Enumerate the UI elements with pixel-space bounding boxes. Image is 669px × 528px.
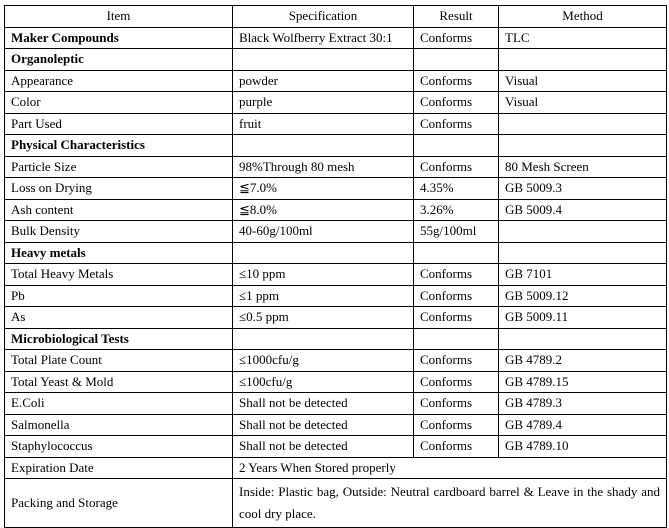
packing-row bbox=[5, 479, 667, 528]
method-cell bbox=[499, 49, 667, 71]
method-cell: TLC bbox=[499, 27, 667, 49]
section-row bbox=[5, 49, 667, 71]
specification-cell: ≦8.0% bbox=[233, 199, 414, 221]
header-item: Item bbox=[5, 6, 233, 28]
item-cell: Loss on Drying bbox=[5, 178, 233, 200]
specification-cell: Shall not be detected bbox=[233, 393, 414, 415]
table-row bbox=[5, 436, 667, 458]
section-title: Physical Characteristics bbox=[5, 135, 233, 157]
specification-cell bbox=[233, 49, 414, 71]
table-row bbox=[5, 264, 667, 286]
specification-cell bbox=[233, 242, 414, 264]
specification-cell: Black Wolfberry Extract 30:1 bbox=[233, 27, 414, 49]
result-cell: Conforms bbox=[414, 371, 499, 393]
result-cell: 55g/100ml bbox=[414, 221, 499, 243]
method-cell: GB 5009.12 bbox=[499, 285, 667, 307]
method-cell: GB 5009.11 bbox=[499, 307, 667, 329]
specification-cell: ≤10 ppm bbox=[233, 264, 414, 286]
result-cell: Conforms bbox=[414, 156, 499, 178]
method-cell: GB 4789.4 bbox=[499, 414, 667, 436]
result-cell bbox=[414, 49, 499, 71]
method-cell: 80 Mesh Screen bbox=[499, 156, 667, 178]
method-cell: Visual bbox=[499, 92, 667, 114]
specification-cell: fruit bbox=[233, 113, 414, 135]
table-row bbox=[5, 414, 667, 436]
result-cell: Conforms bbox=[414, 27, 499, 49]
specification-cell: ≤0.5 ppm bbox=[233, 307, 414, 329]
section-row bbox=[5, 242, 667, 264]
item-cell: Total Yeast & Mold bbox=[5, 371, 233, 393]
item-cell: Maker Compounds bbox=[5, 27, 233, 49]
result-cell: 4.35% bbox=[414, 178, 499, 200]
item-cell: Total Plate Count bbox=[5, 350, 233, 372]
result-cell: Conforms bbox=[414, 436, 499, 458]
section-title: Microbiological Tests bbox=[5, 328, 233, 350]
table-row bbox=[5, 307, 667, 329]
specification-cell: 40-60g/100ml bbox=[233, 221, 414, 243]
result-cell bbox=[414, 242, 499, 264]
table-row bbox=[5, 393, 667, 415]
specification-cell: 98%Through 80 mesh bbox=[233, 156, 414, 178]
item-cell: E.Coli bbox=[5, 393, 233, 415]
header-specification: Specification bbox=[233, 6, 414, 28]
expiration-row bbox=[5, 457, 667, 479]
section-row bbox=[5, 328, 667, 350]
table-row bbox=[5, 27, 667, 49]
item-cell: Salmonella bbox=[5, 414, 233, 436]
packing-value: Inside: Plastic bag, Outside: Neutral cardboard barrel & Leave in the shady and cool dry place. bbox=[233, 479, 667, 528]
section-row bbox=[5, 135, 667, 157]
result-cell: Conforms bbox=[414, 307, 499, 329]
table-row bbox=[5, 350, 667, 372]
specification-table bbox=[4, 5, 667, 528]
table-row bbox=[5, 371, 667, 393]
method-cell: GB 4789.3 bbox=[499, 393, 667, 415]
specification-cell bbox=[233, 328, 414, 350]
header-result: Result bbox=[414, 6, 499, 28]
method-cell bbox=[499, 221, 667, 243]
item-cell: As bbox=[5, 307, 233, 329]
item-cell: Appearance bbox=[5, 70, 233, 92]
result-cell: Conforms bbox=[414, 264, 499, 286]
specification-cell: purple bbox=[233, 92, 414, 114]
table-header-row bbox=[5, 6, 667, 28]
method-cell: Visual bbox=[499, 70, 667, 92]
method-cell bbox=[499, 328, 667, 350]
method-cell bbox=[499, 242, 667, 264]
specification-cell: ≦7.0% bbox=[233, 178, 414, 200]
item-cell: Part Used bbox=[5, 113, 233, 135]
table-row bbox=[5, 92, 667, 114]
item-cell: Bulk Density bbox=[5, 221, 233, 243]
section-title: Organoleptic bbox=[5, 49, 233, 71]
section-title: Heavy metals bbox=[5, 242, 233, 264]
specification-cell: ≤1000cfu/g bbox=[233, 350, 414, 372]
result-cell bbox=[414, 135, 499, 157]
method-cell bbox=[499, 113, 667, 135]
item-cell: Color bbox=[5, 92, 233, 114]
specification-cell: ≤100cfu/g bbox=[233, 371, 414, 393]
method-cell: GB 7101 bbox=[499, 264, 667, 286]
result-cell: 3.26% bbox=[414, 199, 499, 221]
specification-cell: ≤1 ppm bbox=[233, 285, 414, 307]
item-cell: Particle Size bbox=[5, 156, 233, 178]
method-cell bbox=[499, 135, 667, 157]
method-cell: GB 5009.4 bbox=[499, 199, 667, 221]
table-row bbox=[5, 156, 667, 178]
packing-label: Packing and Storage bbox=[5, 479, 233, 528]
result-cell: Conforms bbox=[414, 113, 499, 135]
result-cell: Conforms bbox=[414, 70, 499, 92]
result-cell: Conforms bbox=[414, 92, 499, 114]
table-row bbox=[5, 70, 667, 92]
result-cell: Conforms bbox=[414, 350, 499, 372]
result-cell: Conforms bbox=[414, 414, 499, 436]
table-row bbox=[5, 285, 667, 307]
header-method: Method bbox=[499, 6, 667, 28]
item-cell: Pb bbox=[5, 285, 233, 307]
table-row bbox=[5, 199, 667, 221]
expiration-value: 2 Years When Stored properly bbox=[233, 457, 667, 479]
method-cell: GB 5009.3 bbox=[499, 178, 667, 200]
result-cell: Conforms bbox=[414, 285, 499, 307]
result-cell bbox=[414, 328, 499, 350]
specification-cell bbox=[233, 135, 414, 157]
method-cell: GB 4789.15 bbox=[499, 371, 667, 393]
item-cell: Staphylococcus bbox=[5, 436, 233, 458]
method-cell: GB 4789.2 bbox=[499, 350, 667, 372]
specification-cell: Shall not be detected bbox=[233, 436, 414, 458]
table-row bbox=[5, 113, 667, 135]
item-cell: Total Heavy Metals bbox=[5, 264, 233, 286]
table-row bbox=[5, 221, 667, 243]
specification-cell: powder bbox=[233, 70, 414, 92]
method-cell: GB 4789.10 bbox=[499, 436, 667, 458]
specification-cell: Shall not be detected bbox=[233, 414, 414, 436]
table-row bbox=[5, 178, 667, 200]
expiration-label: Expiration Date bbox=[5, 457, 233, 479]
item-cell: Ash content bbox=[5, 199, 233, 221]
result-cell: Conforms bbox=[414, 393, 499, 415]
